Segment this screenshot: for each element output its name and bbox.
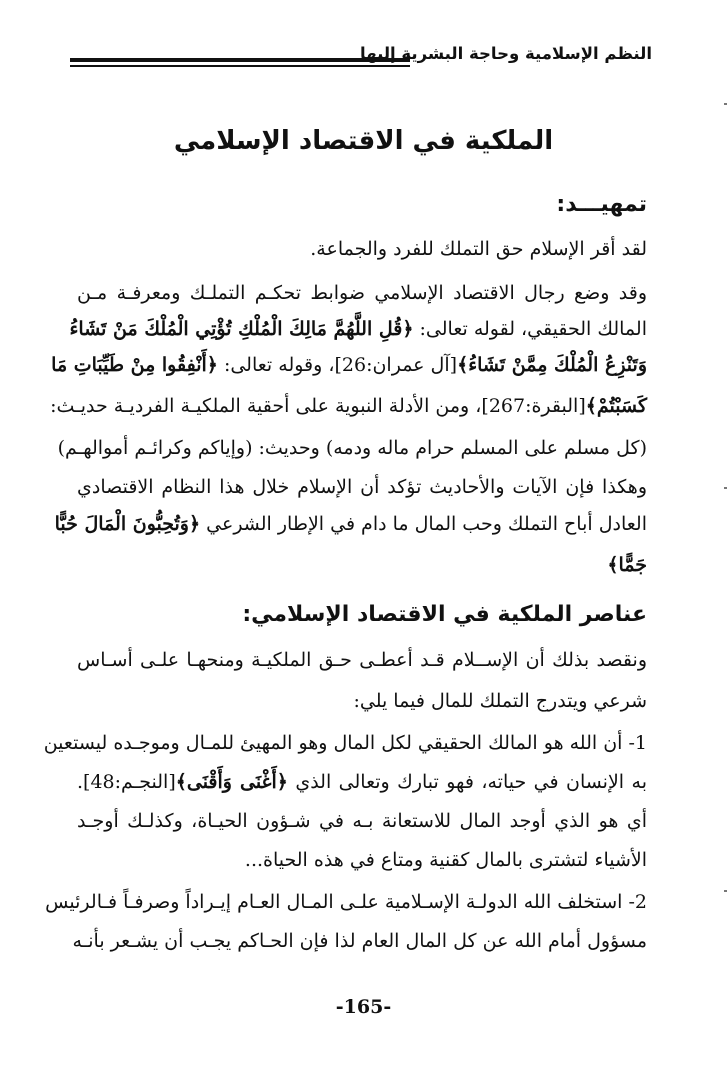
paragraph-line — [54, 513, 647, 535]
paragraph-line: وهكذا فإن الآيات والأحاديث تؤكد أن الإسلام خلال هذا النظام الاقتصادي — [77, 476, 647, 498]
paragraph-line: أي هو الذي أوجد المال للاستعانة بـه في شـؤون الحيـاة، وكذلـك أوجـد — [77, 810, 647, 832]
paragraph-line: لقد أقر الإسلام حق التملك للفرد والجماعة. — [310, 238, 647, 260]
quran-verse: ﴿أَغْنَى وَأَقْنَى﴾ — [175, 771, 288, 793]
line-text: العادل أباح التملك وحب المال ما دام في الإطار الشرعي — [200, 513, 647, 535]
section-heading-elements: عناصر الملكية في الاقتصاد الإسلامي: — [242, 602, 647, 627]
line-text: [النجـم:48]. — [77, 771, 176, 793]
line-text: [آل عمران:26]، وقوله تعالى: — [217, 354, 458, 376]
page-number: -165- — [335, 996, 392, 1018]
paragraph-line — [77, 773, 647, 792]
running-header-title: النظم الإسلامية وحاجة البشرية إليها — [360, 44, 652, 63]
paragraph-line — [51, 354, 647, 376]
section-heading-introduction: تمهيـــد: — [556, 192, 647, 217]
paragraph-line: الأشياء لتشترى بالمال كقنية ومتاع في هذه الحياة... — [244, 849, 647, 871]
line-text: به الإنسان في حياته، فهو تبارك وتعالى الذي — [287, 771, 647, 793]
line-text: [البقرة:267]، ومن الأدلة النبوية على أحقية الملكيـة الفرديـة حديـث: — [50, 395, 586, 417]
quran-verse: وَتَنْزِعُ الْمُلْكَ مِمَّنْ تَشَاءُ﴾ — [457, 354, 647, 376]
quran-verse: ﴿قُلِ اللَّهُمَّ مَالِكَ الْمُلْكِ تُؤْتِي الْمُلْكَ مَنْ تَشَاءُ — [69, 318, 414, 340]
list-item-2: 2- استخلف الله الدولـة الإسـلامية علـى المـال العـام إيـراداً وصرفـاً فـالرئيس — [45, 891, 647, 913]
paragraph-line: ونقصد بذلك أن الإســلام قـد أعطـى حـق الملكيـة ومنحهـا علـى أسـاس — [77, 649, 647, 671]
paragraph-line — [77, 556, 647, 575]
header-rule-thick — [70, 58, 410, 62]
paragraph-line — [69, 318, 647, 340]
paragraph-line: مسؤول أمام الله عن كل المال العام لذا فإن الحـاكم يجـب أن يشـعر بأنـه — [72, 930, 647, 952]
list-item-1: 1- أن الله هو المالك الحقيقي لكل المال وهو المهيئ للمـال وموجـده ليستعين — [43, 732, 647, 754]
paragraph-line — [50, 395, 647, 417]
paragraph-line: (كل مسلم على المسلم حرام ماله ودمه) وحديث: (وإياكم وكرائـم أموالهـم) — [57, 437, 647, 459]
paragraph-line: وقد وضع رجال الاقتصاد الإسلامي ضوابط تحكـم التملـك ومعرفـة مـن — [77, 282, 647, 304]
quran-verse: جَمًّا﴾ — [607, 554, 647, 576]
quran-verse: ﴿أَنْفِقُوا مِنْ طَيِّبَاتِ مَا — [51, 354, 218, 376]
running-header — [70, 44, 652, 78]
quran-verse: ﴿وَتُحِبُّونَ الْمَالَ حُبًّا — [54, 513, 201, 535]
paragraph-line: شرعي ويتدرج التملك للمال فيما يلي: — [353, 690, 647, 712]
line-text: المالك الحقيقي، لقوله تعالى: — [413, 318, 647, 340]
quran-verse: كَسَبْتُمْ﴾ — [585, 395, 647, 417]
chapter-title: الملكية في الاقتصاد الإسلامي — [173, 126, 554, 156]
header-rule-thin — [70, 65, 410, 67]
